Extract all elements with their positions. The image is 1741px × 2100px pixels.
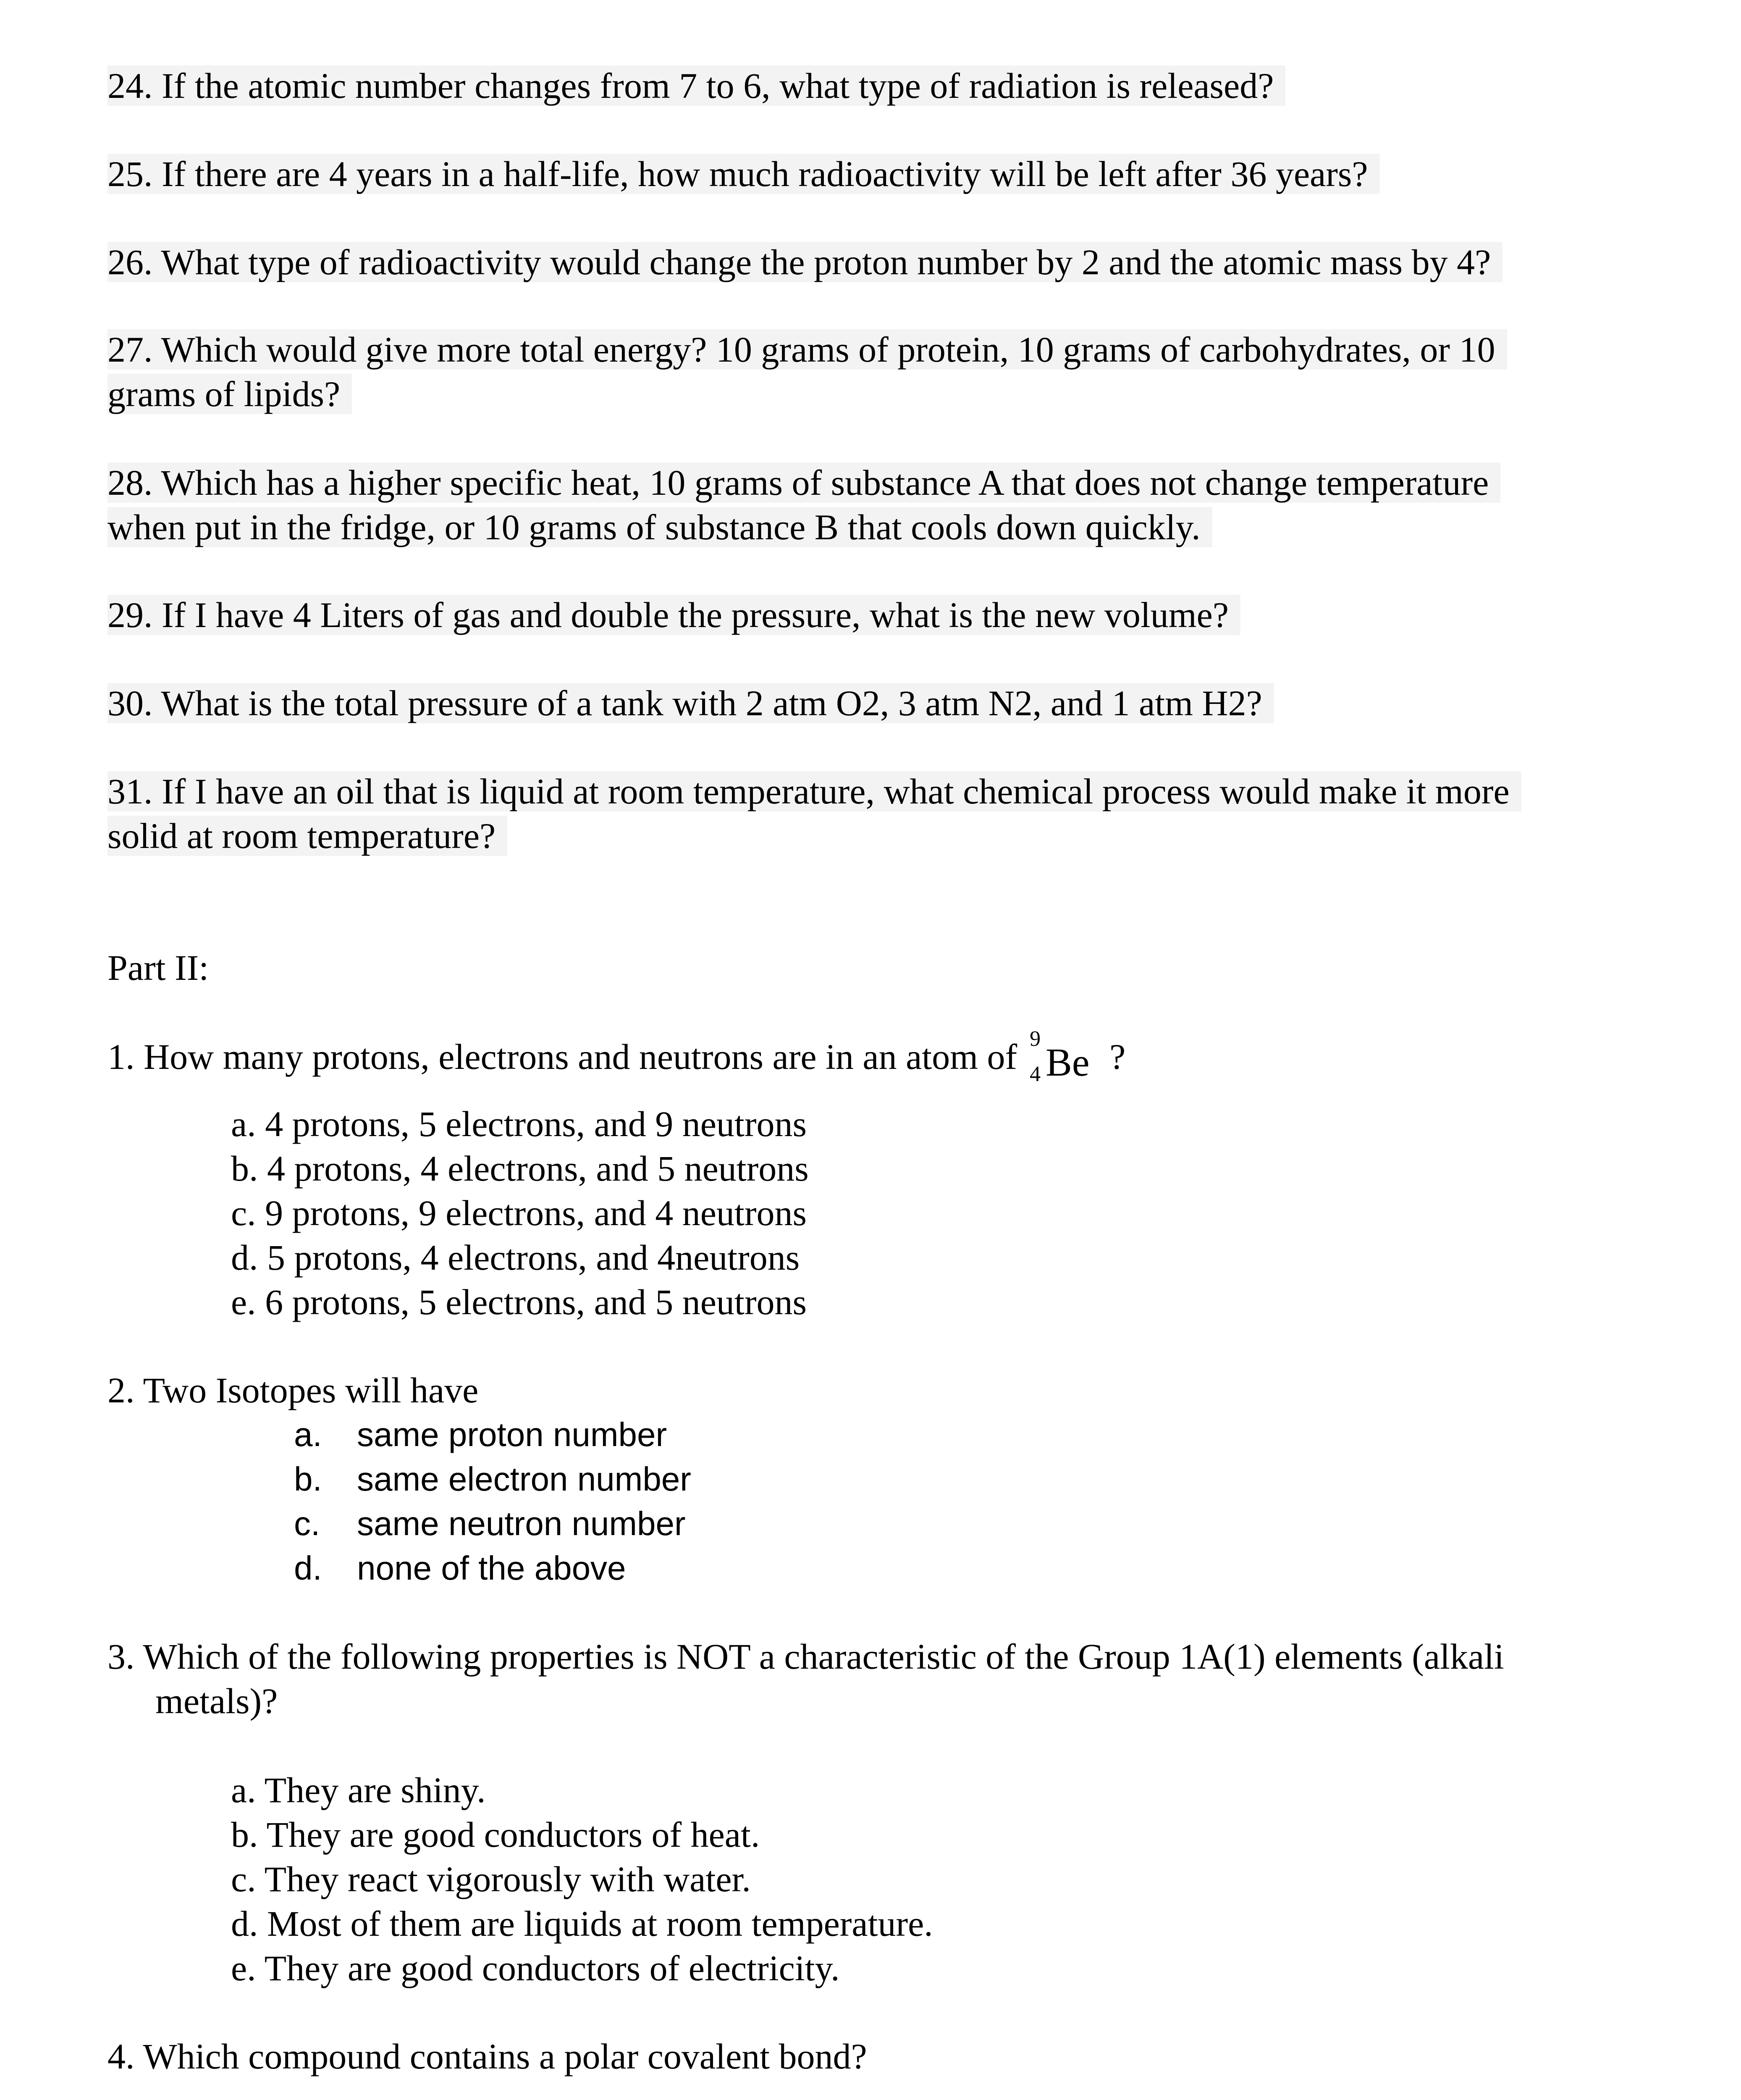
- question-24: [108, 63, 1285, 108]
- part2-question-3-line-1: 3. Which of the following properties is NOT a characteristic of the Group 1A(1) elements (alkali: [108, 1636, 1504, 1677]
- q2-option-c: [294, 1501, 686, 1546]
- question-29-text: 29. If I have 4 Liters of gas and double the pressure, what is the new volume?: [108, 595, 1240, 635]
- q2-option-a-text: same proton number: [357, 1416, 667, 1453]
- question-28-line-2: [108, 504, 1212, 550]
- q1-option-a: a. 4 protons, 5 electrons, and 9 neutrons: [231, 1104, 807, 1144]
- part2-question-1-stem: 1. How many protons, electrons and neutrons are in an atom of: [108, 1037, 1017, 1077]
- question-31-line-2: [108, 813, 507, 858]
- question-25: [108, 151, 1380, 197]
- q1-option-c: c. 9 protons, 9 electrons, and 4 neutrons: [231, 1193, 807, 1233]
- nuclide-mass-number: 9: [1030, 1027, 1041, 1051]
- question-27-line-1: [108, 327, 1507, 372]
- q2-option-b-letter: b.: [294, 1460, 322, 1498]
- question-29: [108, 592, 1240, 638]
- part2-question-1-mark: ?: [1109, 1037, 1126, 1077]
- part2-question-2: 2. Two Isotopes will have: [108, 1370, 479, 1410]
- question-26-text: 26. What type of radioactivity would change the proton number by 2 and the atomic mass by 4?: [108, 242, 1502, 282]
- q2-option-d-letter: d.: [294, 1549, 322, 1587]
- nuclide-symbol: Be: [1046, 1041, 1090, 1084]
- q3-option-d: d. Most of them are liquids at room temperature.: [231, 1903, 933, 1944]
- question-24-text: 24. If the atomic number changes from 7 to 6, what type of radiation is released?: [108, 66, 1285, 106]
- question-27-line-2: [108, 371, 352, 417]
- question-30: [108, 680, 1274, 726]
- question-28-text-1: 28. Which has a higher specific heat, 10 grams of substance A that does not change temperature: [108, 462, 1500, 503]
- q1-option-d: d. 5 protons, 4 electrons, and 4neutrons: [231, 1237, 800, 1278]
- q1-option-b: b. 4 protons, 4 electrons, and 5 neutrons: [231, 1148, 809, 1189]
- q2-option-c-letter: c.: [294, 1505, 320, 1542]
- question-31-text-2: solid at room temperature?: [108, 816, 507, 856]
- beryllium-nuclide-notation: [1030, 1027, 1093, 1086]
- q3-option-e: e. They are good conductors of electricity.: [231, 1948, 840, 1988]
- part-2-heading: Part II:: [108, 948, 209, 988]
- question-31-line-1: [108, 769, 1521, 814]
- part2-question-1: [108, 1027, 1126, 1086]
- q2-option-b-text: same electron number: [357, 1460, 691, 1498]
- question-26: [108, 239, 1502, 285]
- question-25-text: 25. If there are 4 years in a half-life, how much radioactivity will be left after 36 years?: [108, 154, 1380, 194]
- part2-question-4: 4. Which compound contains a polar covalent bond?: [108, 2036, 867, 2076]
- q3-option-a: a. They are shiny.: [231, 1770, 486, 1810]
- nuclide-atomic-number: 4: [1030, 1062, 1041, 1086]
- question-28-text-2: when put in the fridge, or 10 grams of substance B that cools down quickly.: [108, 507, 1212, 547]
- question-28-line-1: [108, 460, 1500, 505]
- q2-option-a-letter: a.: [294, 1416, 322, 1453]
- part2-question-3-line-2: metals)?: [155, 1681, 278, 1721]
- q3-option-b: b. They are good conductors of heat.: [231, 1814, 760, 1855]
- q1-option-e: e. 6 protons, 5 electrons, and 5 neutrons: [231, 1282, 807, 1322]
- question-30-text: 30. What is the total pressure of a tank with 2 atm O2, 3 atm N2, and 1 atm H2?: [108, 683, 1274, 723]
- q2-option-b: [294, 1457, 691, 1502]
- q2-option-d: [294, 1546, 626, 1591]
- question-27-text-2: grams of lipids?: [108, 374, 352, 414]
- question-31-text-1: 31. If I have an oil that is liquid at room temperature, what chemical process would make it more: [108, 771, 1521, 811]
- q2-option-a: [294, 1412, 667, 1457]
- q2-option-c-text: same neutron number: [357, 1505, 686, 1542]
- question-27-text-1: 27. Which would give more total energy? 10 grams of protein, 10 grams of carbohydrates, or 10: [108, 329, 1507, 370]
- q2-option-d-text: none of the above: [357, 1549, 626, 1587]
- q3-option-c: c. They react vigorously with water.: [231, 1859, 751, 1899]
